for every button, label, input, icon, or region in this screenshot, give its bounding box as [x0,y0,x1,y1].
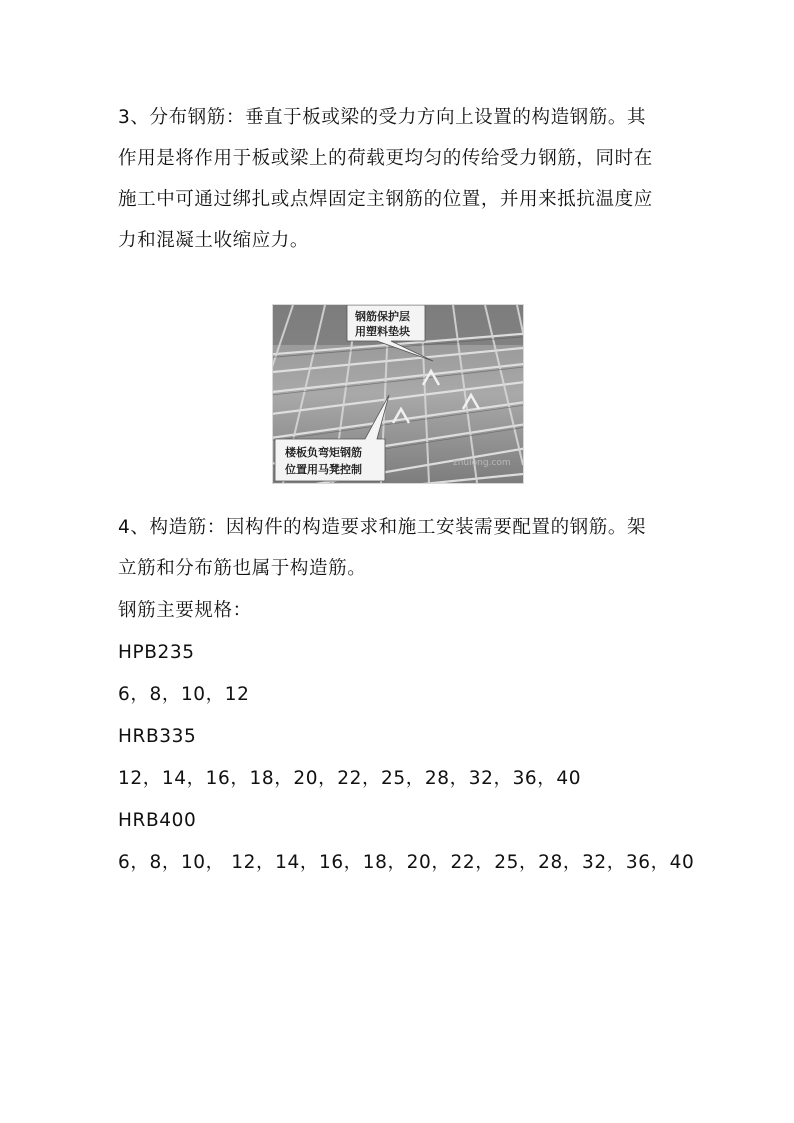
rebar-mesh-photo [272,304,524,484]
paragraph-line: 力和混凝土收缩应力。 [118,230,310,251]
specs-heading: 钢筋主要规格： [118,600,252,621]
callout-label: 位置用马凳控制 [285,463,362,476]
callout-label: 钢筋保护层 [355,310,410,323]
paragraph-line: 3、分布钢筋：垂直于板或梁的受力方向上设置的构造钢筋。其 [118,107,647,128]
spec-grade: HRB335 [118,726,197,747]
paragraph-line: 作用是将作用于板或梁上的荷载更均匀的传给受力钢筋，同时在 [118,148,653,169]
paragraph-line: 施工中可通过绑扎或点焊固定主钢筋的位置，并用来抵抗温度应 [118,189,653,210]
callout-label: 楼板负弯矩钢筋 [285,446,362,459]
spec-grade: HRB400 [118,810,197,831]
paragraph-line: 立筋和分布筋也属于构造筋。 [118,558,367,579]
spec-sizes: 6，8，10，12 [118,684,250,705]
callout-label: 用塑料垫块 [355,325,410,338]
section-4-paragraph [118,507,688,589]
watermark: zhulong.com [453,458,511,468]
paragraph-line: 4、构造筋：因构件的构造要求和施工安装需要配置的钢筋。架 [118,517,647,538]
section-3-paragraph [118,97,688,261]
spec-sizes: 12，14，16，18，20，22，25，28，32，36，40 [118,768,582,789]
spec-sizes: 6，8，10， 12，14，16，18，20，22，25，28，32，36，40 [118,852,695,873]
spec-grade: HPB235 [118,642,195,663]
